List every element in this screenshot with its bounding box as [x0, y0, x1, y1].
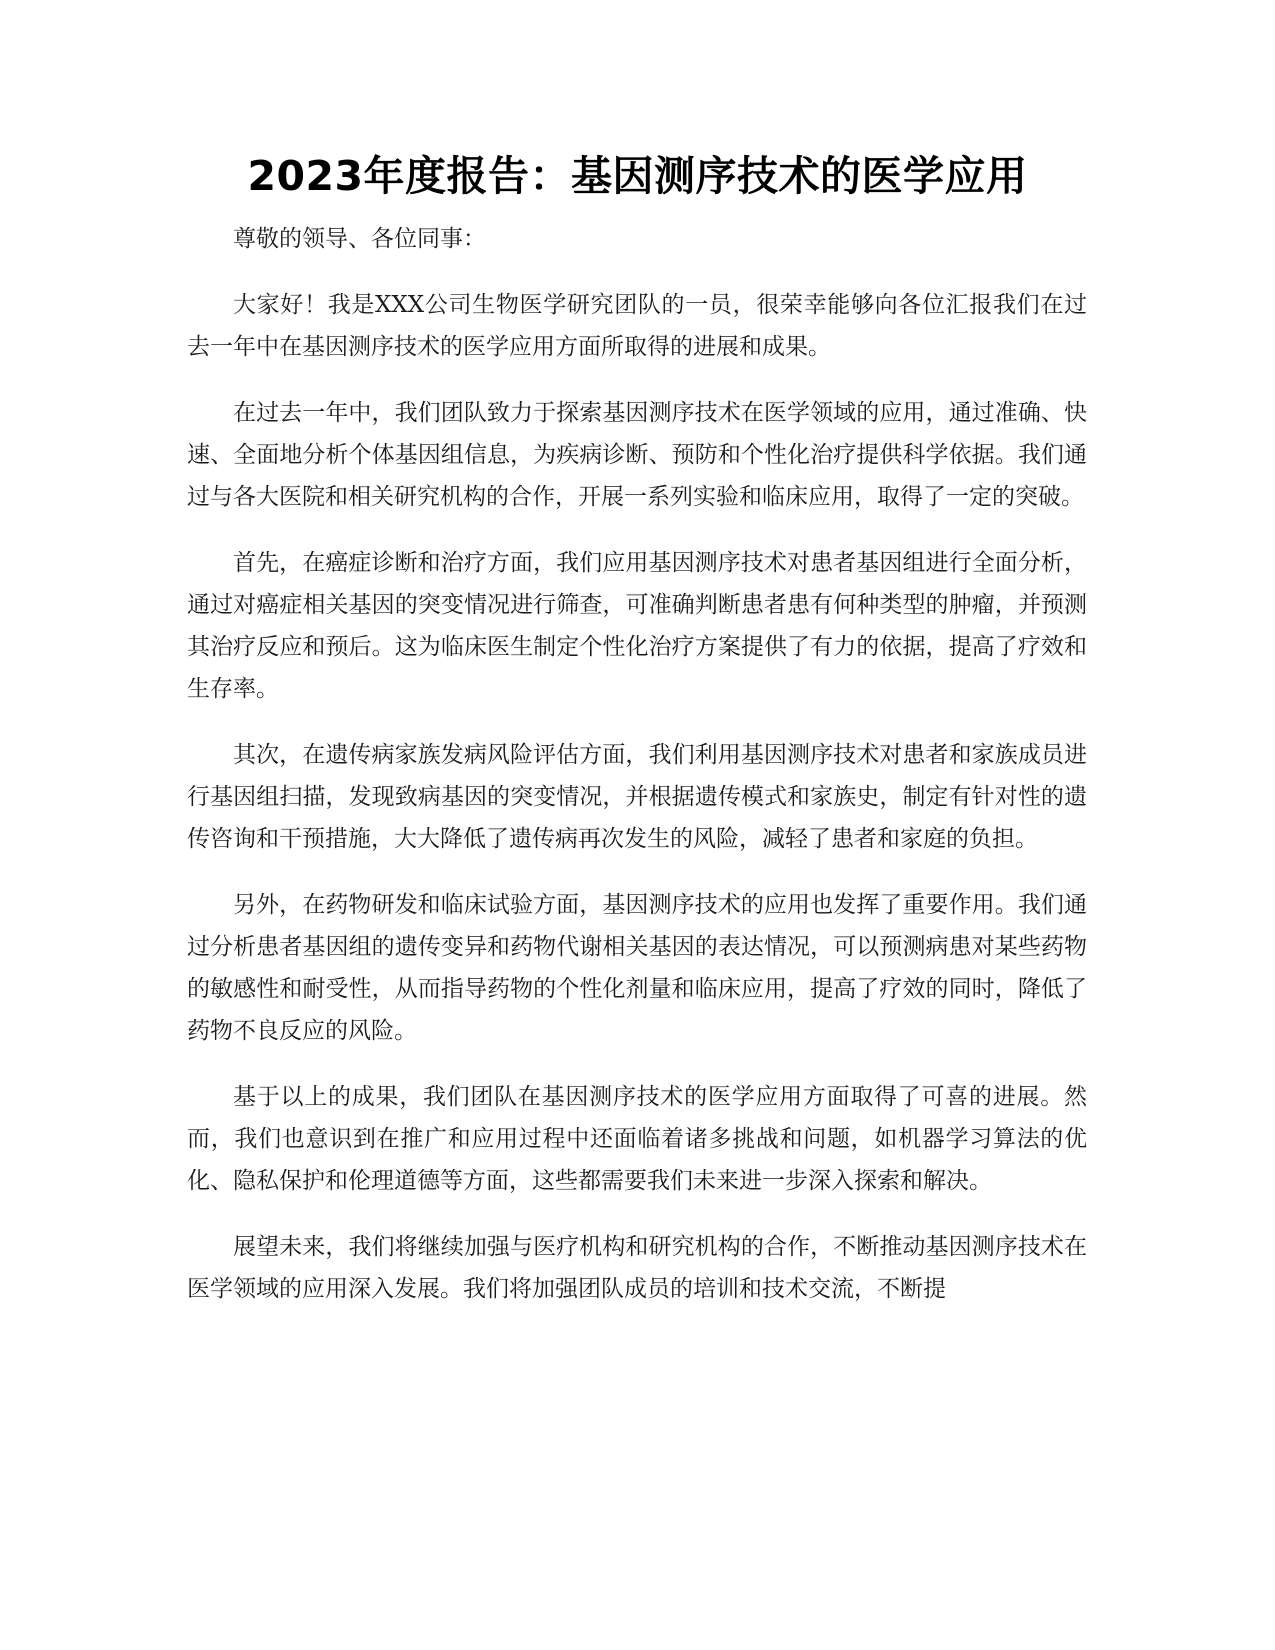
paragraph-drug-research: 另外，在药物研发和临床试验方面，基因测序技术的应用也发挥了重要作用。我们通过分析患者基因组的遗传变异和药物代谢相关基因的表达情况，可以预测病患对某些药物的敏感性和耐受性，从而指导药物的个性化剂量和临床应用，提高了疗效的同时，降低了药物不良反应的风险。: [187, 892, 1087, 1044]
paragraph-outlook: 展望未来，我们将继续加强与医疗机构和研究机构的合作，不断推动基因测序技术在医学领域的应用深入发展。我们将加强团队成员的培训和技术交流，不断提: [187, 1234, 1087, 1302]
salutation: 尊敬的领导、各位同事：: [233, 226, 486, 252]
document-body: [187, 218, 1087, 1334]
paragraph-cancer: 首先，在癌症诊断和治疗方面，我们应用基因测序技术对患者基因组进行全面分析，通过对癌症相关基因的突变情况进行筛查，可准确判断患者患有何种类型的肿瘤，并预测其治疗反应和预后。这为临床医生制定个性化治疗方案提供了有力的依据，提高了疗效和生存率。: [187, 550, 1087, 702]
paragraph-challenges: 基于以上的成果，我们团队在基因测序技术的医学应用方面取得了可喜的进展。然而，我们也意识到在推广和应用过程中还面临着诸多挑战和问题，如机器学习算法的优化、隐私保护和伦理道德等方面，这些都需要我们未来进一步深入探索和解决。: [187, 1084, 1087, 1194]
paragraph-overview: 在过去一年中，我们团队致力于探索基因测序技术在医学领域的应用，通过准确、快速、全面地分析个体基因组信息，为疾病诊断、预防和个性化治疗提供科学依据。我们通过与各大医院和相关研究机构的合作，开展一系列实验和临床应用，取得了一定的突破。: [187, 400, 1087, 510]
paragraph-genetic-disease: 其次，在遗传病家族发病风险评估方面，我们利用基因测序技术对患者和家族成员进行基因组扫描，发现致病基因的突变情况，并根据遗传模式和家族史，制定有针对性的遗传咨询和干预措施，大大降低了遗传病再次发生的风险，减轻了患者和家庭的负担。: [187, 742, 1087, 852]
document-title: 2023年度报告：基因测序技术的医学应用: [247, 152, 1028, 200]
paragraph-greeting: 大家好！我是XXX公司生物医学研究团队的一员，很荣幸能够向各位汇报我们在过去一年中在基因测序技术的医学应用方面所取得的进展和成果。: [187, 292, 1087, 360]
